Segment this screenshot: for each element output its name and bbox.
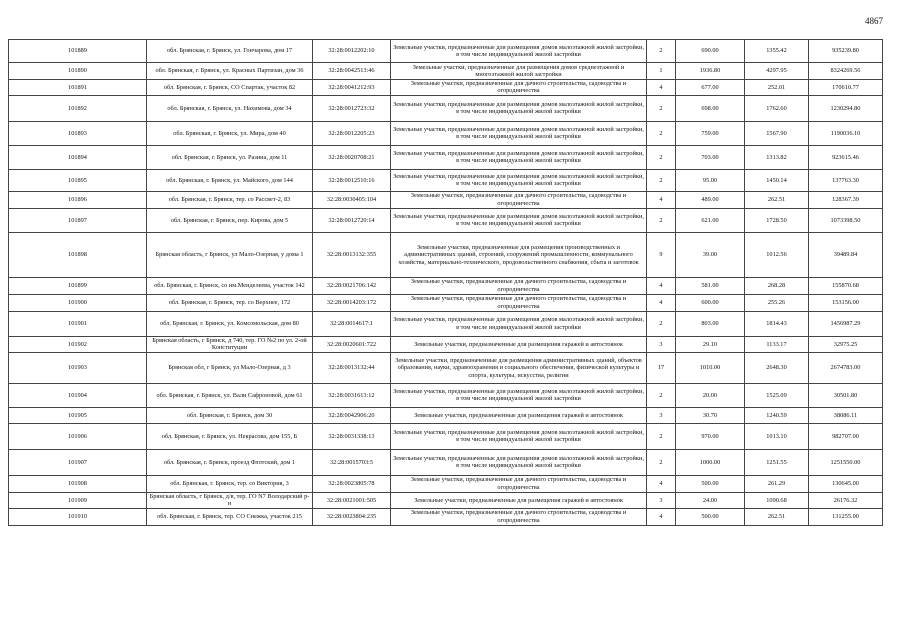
page-number: 4867	[865, 16, 883, 26]
row-unit-value: 1762.60	[745, 95, 809, 121]
row-area: 500.00	[676, 508, 745, 525]
row-unit-value: 1240.59	[745, 407, 809, 423]
row-area: 803.00	[676, 311, 745, 336]
row-cadastral-number: 32:28:0020708:21	[313, 145, 391, 169]
row-area: 1936.80	[676, 63, 745, 80]
row-cadastral-value: 130645.00	[809, 475, 883, 492]
row-number: 101905	[9, 407, 147, 423]
row-cadastral-value: 155870.68	[809, 277, 883, 294]
row-unit-value: 1814.43	[745, 311, 809, 336]
row-cadastral-number: 32:28:0012510:16	[313, 169, 391, 191]
row-unit-value: 1012.56	[745, 232, 809, 277]
row-group: 4	[647, 294, 676, 311]
row-number: 101893	[9, 121, 147, 145]
table-row	[9, 383, 883, 407]
row-number: 101895	[9, 169, 147, 191]
row-land-use: Земельные участки, предназначенные для размещения домов малоэтажной жилой застройки, в том числе индивидуальной жилой застройки	[391, 311, 647, 336]
row-group: 2	[647, 145, 676, 169]
row-number: 101890	[9, 63, 147, 80]
row-unit-value: 262.51	[745, 508, 809, 525]
row-number: 101908	[9, 475, 147, 492]
row-unit-value: 255.26	[745, 294, 809, 311]
row-unit-value: 2648.30	[745, 352, 809, 383]
row-cadastral-value: 8324269.56	[809, 63, 883, 80]
row-land-use: Земельные участки, предназначенные для дачного строительства, садоводства и огородничества	[391, 191, 647, 208]
row-number: 101896	[9, 191, 147, 208]
table-row	[9, 63, 883, 80]
row-area: 20.00	[676, 383, 745, 407]
row-address: обл. Брянская, г. Брянск, ул. Комсомольская, дом 80	[147, 311, 313, 336]
row-cadastral-value: 982707.00	[809, 423, 883, 449]
row-address: обл. Брянская, г. Брянск, ул. Мира, дом 40	[147, 121, 313, 145]
row-address: обл. Брянская, г. Брянск, ул. Нахимова, дом 34	[147, 95, 313, 121]
row-area: 677.00	[676, 80, 745, 96]
row-number: 101902	[9, 336, 147, 352]
row-cadastral-number: 32:28:0014617:1	[313, 311, 391, 336]
row-group: 2	[647, 169, 676, 191]
row-group: 3	[647, 336, 676, 352]
row-group: 3	[647, 407, 676, 423]
row-cadastral-value: 32975.25	[809, 336, 883, 352]
row-number: 101901	[9, 311, 147, 336]
row-land-use: Земельные участки, предназначенные для размещения домов среднеэтажной и многоэтажной жилой застройки	[391, 63, 647, 80]
row-address: обл. Брянская, г. Брянск, дом 30	[147, 407, 313, 423]
row-number: 101897	[9, 208, 147, 232]
row-address: Брянская обл, г Брянск, ул Мало-Озерная, д 3	[147, 352, 313, 383]
row-cadastral-number: 32:28:0023805:78	[313, 475, 391, 492]
row-land-use: Земельные участки, предназначенные для размещения административных зданий, объектов образования, науки, здравоохранения и социального обеспечения, физической культуры и спорта, культуры, искусства, религии	[391, 352, 647, 383]
row-unit-value: 1313.82	[745, 145, 809, 169]
row-unit-value: 262.51	[745, 191, 809, 208]
table-row	[9, 121, 883, 145]
row-group: 2	[647, 449, 676, 475]
row-land-use: Земельные участки, предназначенные для дачного строительства, садоводства и огородничества	[391, 294, 647, 311]
row-group: 4	[647, 80, 676, 96]
row-address: обл. Брянская, г. Брянск, со им.Менделеева, участок 142	[147, 277, 313, 294]
row-address: обл. Брянская, г. Брянск, ул. Разина, дом 11	[147, 145, 313, 169]
row-cadastral-value: 923615.46	[809, 145, 883, 169]
table-row	[9, 336, 883, 352]
row-number: 101898	[9, 232, 147, 277]
row-cadastral-number: 32:28:0042906:20	[313, 407, 391, 423]
row-address: обл. Брянская, г. Брянск, тер. СО Снежка, участок 215	[147, 508, 313, 525]
row-unit-value: 4297.95	[745, 63, 809, 80]
row-number: 101900	[9, 294, 147, 311]
row-number: 101907	[9, 449, 147, 475]
row-cadastral-value: 39489.84	[809, 232, 883, 277]
row-group: 4	[647, 475, 676, 492]
row-cadastral-value: 1230294.80	[809, 95, 883, 121]
row-cadastral-number: 32:28:0021001:505	[313, 492, 391, 508]
row-cadastral-value: 935239.80	[809, 40, 883, 63]
row-cadastral-number: 32:28:0013132:355	[313, 232, 391, 277]
row-land-use: Земельные участки, предназначенные для дачного строительства, садоводства и огородничества	[391, 475, 647, 492]
row-unit-value: 1013.10	[745, 423, 809, 449]
table-row	[9, 80, 883, 96]
row-area: 500.00	[676, 475, 745, 492]
row-unit-value: 1525.09	[745, 383, 809, 407]
row-land-use: Земельные участки, предназначенные для размещения домов малоэтажной жилой застройки, в том числе индивидуальной жилой застройки	[391, 95, 647, 121]
row-group: 4	[647, 508, 676, 525]
row-cadastral-value: 38086.11	[809, 407, 883, 423]
row-area: 690.00	[676, 40, 745, 63]
row-land-use: Земельные участки, предназначенные для размещения производственных и административных зданий, строений, сооружений промышленности, коммунального хозяйства, материально-технического, продовольственного снабжения, сбыта и заготовок	[391, 232, 647, 277]
row-cadastral-value: 131255.00	[809, 508, 883, 525]
row-cadastral-number: 32:28:0030405:104	[313, 191, 391, 208]
table-row	[9, 294, 883, 311]
row-land-use: Земельные участки, предназначенные для размещения домов малоэтажной жилой застройки, в том числе индивидуальной жилой застройки	[391, 145, 647, 169]
table-row	[9, 352, 883, 383]
row-unit-value: 1355.42	[745, 40, 809, 63]
row-group: 2	[647, 423, 676, 449]
row-unit-value: 1567.90	[745, 121, 809, 145]
row-cadastral-value: 26176.32	[809, 492, 883, 508]
row-land-use: Земельные участки, предназначенные для размещения домов малоэтажной жилой застройки, в том числе индивидуальной жилой застройки	[391, 208, 647, 232]
row-cadastral-number: 32:28:0031338:13	[313, 423, 391, 449]
row-unit-value: 1251.55	[745, 449, 809, 475]
row-cadastral-number: 32:28:0042513:46	[313, 63, 391, 80]
row-area: 30.70	[676, 407, 745, 423]
row-number: 101889	[9, 40, 147, 63]
row-group: 9	[647, 232, 676, 277]
row-area: 600.00	[676, 294, 745, 311]
table-row	[9, 449, 883, 475]
table-row	[9, 423, 883, 449]
row-number: 101892	[9, 95, 147, 121]
row-cadastral-value: 1073398.50	[809, 208, 883, 232]
row-land-use: Земельные участки, предназначенные для размещения гаражей и автостоянок	[391, 407, 647, 423]
table-row	[9, 232, 883, 277]
row-address: обл. Брянская, г. Брянск, ул. Красных Партизан, дом 36	[147, 63, 313, 80]
row-area: 621.00	[676, 208, 745, 232]
table-row	[9, 40, 883, 63]
row-area: 1000.00	[676, 449, 745, 475]
row-unit-value: 1450.14	[745, 169, 809, 191]
table-row	[9, 95, 883, 121]
table-body	[9, 40, 883, 526]
row-cadastral-number: 32:28:0012205:23	[313, 121, 391, 145]
row-cadastral-number: 32:28:0015703:5	[313, 449, 391, 475]
row-area: 39.00	[676, 232, 745, 277]
row-number: 101906	[9, 423, 147, 449]
row-cadastral-number: 32:28:0012202:10	[313, 40, 391, 63]
row-cadastral-value: 2674783.00	[809, 352, 883, 383]
row-group: 4	[647, 191, 676, 208]
row-address: обл. Брянская, г. Брянск, ул. Некрасова, дом 155, Б	[147, 423, 313, 449]
row-area: 698.00	[676, 95, 745, 121]
row-cadastral-value: 1190036.10	[809, 121, 883, 145]
row-address: Брянская область, г Брянск, ул Мало-Озерная, у дома 1	[147, 232, 313, 277]
row-unit-value: 252.01	[745, 80, 809, 96]
row-land-use: Земельные участки, предназначенные для дачного строительства, садоводства и огородничества	[391, 277, 647, 294]
row-unit-value: 261.29	[745, 475, 809, 492]
row-land-use: Земельные участки, предназначенные для дачного строительства, садоводства и огородничества	[391, 80, 647, 96]
row-area: 1010.00	[676, 352, 745, 383]
row-area: 95.00	[676, 169, 745, 191]
row-area: 703.00	[676, 145, 745, 169]
table-row	[9, 277, 883, 294]
table-row	[9, 208, 883, 232]
table-row	[9, 169, 883, 191]
row-cadastral-value: 137763.30	[809, 169, 883, 191]
row-land-use: Земельные участки, предназначенные для размещения гаражей и автостоянок	[391, 336, 647, 352]
table-row	[9, 508, 883, 525]
row-cadastral-number: 32:28:0012720:14	[313, 208, 391, 232]
row-area: 24.00	[676, 492, 745, 508]
row-group: 2	[647, 40, 676, 63]
row-cadastral-number: 32:28:0031613:12	[313, 383, 391, 407]
row-cadastral-number: 32:28:0023804:235	[313, 508, 391, 525]
table-row	[9, 145, 883, 169]
row-address: Брянская область, г Брянск, д 740, тер. ГО №2 по ул. 2-ой Конституции	[147, 336, 313, 352]
row-cadastral-number: 32:28:0041212:93	[313, 80, 391, 96]
row-number: 101910	[9, 508, 147, 525]
row-cadastral-value: 30501.80	[809, 383, 883, 407]
row-land-use: Земельные участки, предназначенные для размещения домов малоэтажной жилой застройки, в том числе индивидуальной жилой застройки	[391, 449, 647, 475]
row-address: обл. Брянская, г. Брянск, ул. Майского, дом 144	[147, 169, 313, 191]
row-group: 2	[647, 121, 676, 145]
row-group: 2	[647, 311, 676, 336]
row-address: обл. Брянская, г. Брянск, ул. Гончарова, дом 17	[147, 40, 313, 63]
row-address: обл. Брянская, г. Брянск, тер. со Виктория, 3	[147, 475, 313, 492]
row-cadastral-number: 32:28:0020601:722	[313, 336, 391, 352]
row-cadastral-value: 1251550.00	[809, 449, 883, 475]
row-group: 1	[647, 63, 676, 80]
row-group: 17	[647, 352, 676, 383]
row-group: 4	[647, 277, 676, 294]
row-cadastral-number: 32:28:0012723:32	[313, 95, 391, 121]
table-row	[9, 311, 883, 336]
row-land-use: Земельные участки, предназначенные для размещения домов малоэтажной жилой застройки, в том числе индивидуальной жилой застройки	[391, 169, 647, 191]
row-cadastral-number: 32:28:0021706:142	[313, 277, 391, 294]
row-address: обл. Брянская, г. Брянск, СО Спартак, участок 82	[147, 80, 313, 96]
row-cadastral-number: 32:28:0014203:172	[313, 294, 391, 311]
row-address: обл. Брянская, г. Брянск, пер. Кирова, дом 5	[147, 208, 313, 232]
row-cadastral-number: 32:28:0013132:44	[313, 352, 391, 383]
row-land-use: Земельные участки, предназначенные для размещения домов малоэтажной жилой застройки, в том числе индивидуальной жилой застройки	[391, 383, 647, 407]
row-address: обл. Брянская, г. Брянск, ул. Вали Сафроновой, дом 61	[147, 383, 313, 407]
row-address: обл. Брянская, г. Брянск, проезд Флотский, дом 1	[147, 449, 313, 475]
row-group: 3	[647, 492, 676, 508]
row-land-use: Земельные участки, предназначенные для размещения домов малоэтажной жилой застройки, в том числе индивидуальной жилой застройки	[391, 423, 647, 449]
row-land-use: Земельные участки, предназначенные для размещения домов малоэтажной жилой застройки, в том числе индивидуальной жилой застройки	[391, 40, 647, 63]
row-area: 759.00	[676, 121, 745, 145]
table-row	[9, 475, 883, 492]
row-group: 2	[647, 95, 676, 121]
row-unit-value: 1728.50	[745, 208, 809, 232]
row-cadastral-value: 1456987.29	[809, 311, 883, 336]
row-number: 101894	[9, 145, 147, 169]
row-area: 970.00	[676, 423, 745, 449]
row-unit-value: 1133.17	[745, 336, 809, 352]
row-area: 489.00	[676, 191, 745, 208]
row-area: 581.00	[676, 277, 745, 294]
row-cadastral-value: 153156.00	[809, 294, 883, 311]
row-number: 101899	[9, 277, 147, 294]
row-group: 2	[647, 383, 676, 407]
row-land-use: Земельные участки, предназначенные для размещения гаражей и автостоянок	[391, 492, 647, 508]
row-address: обл. Брянская, г. Брянск, тер. со Рассвет-2, 83	[147, 191, 313, 208]
row-unit-value: 1090.68	[745, 492, 809, 508]
row-land-use: Земельные участки, предназначенные для дачного строительства, садоводства и огородничества	[391, 508, 647, 525]
row-group: 2	[647, 208, 676, 232]
table-row	[9, 191, 883, 208]
row-number: 101909	[9, 492, 147, 508]
row-number: 101904	[9, 383, 147, 407]
cadastral-registry-table	[8, 39, 883, 526]
row-address: обл. Брянская, г. Брянск, тер. со Верхнее, 172	[147, 294, 313, 311]
row-unit-value: 268.28	[745, 277, 809, 294]
row-number: 101903	[9, 352, 147, 383]
row-land-use: Земельные участки, предназначенные для размещения домов малоэтажной жилой застройки, в том числе индивидуальной жилой застройки	[391, 121, 647, 145]
row-area: 29.10	[676, 336, 745, 352]
row-cadastral-value: 128367.39	[809, 191, 883, 208]
table-row	[9, 492, 883, 508]
table-row	[9, 407, 883, 423]
row-address: Брянская область, г Брянск, д/в, тер. ГО N7 Володарский р-н	[147, 492, 313, 508]
row-number: 101891	[9, 80, 147, 96]
row-cadastral-value: 170610.77	[809, 80, 883, 96]
